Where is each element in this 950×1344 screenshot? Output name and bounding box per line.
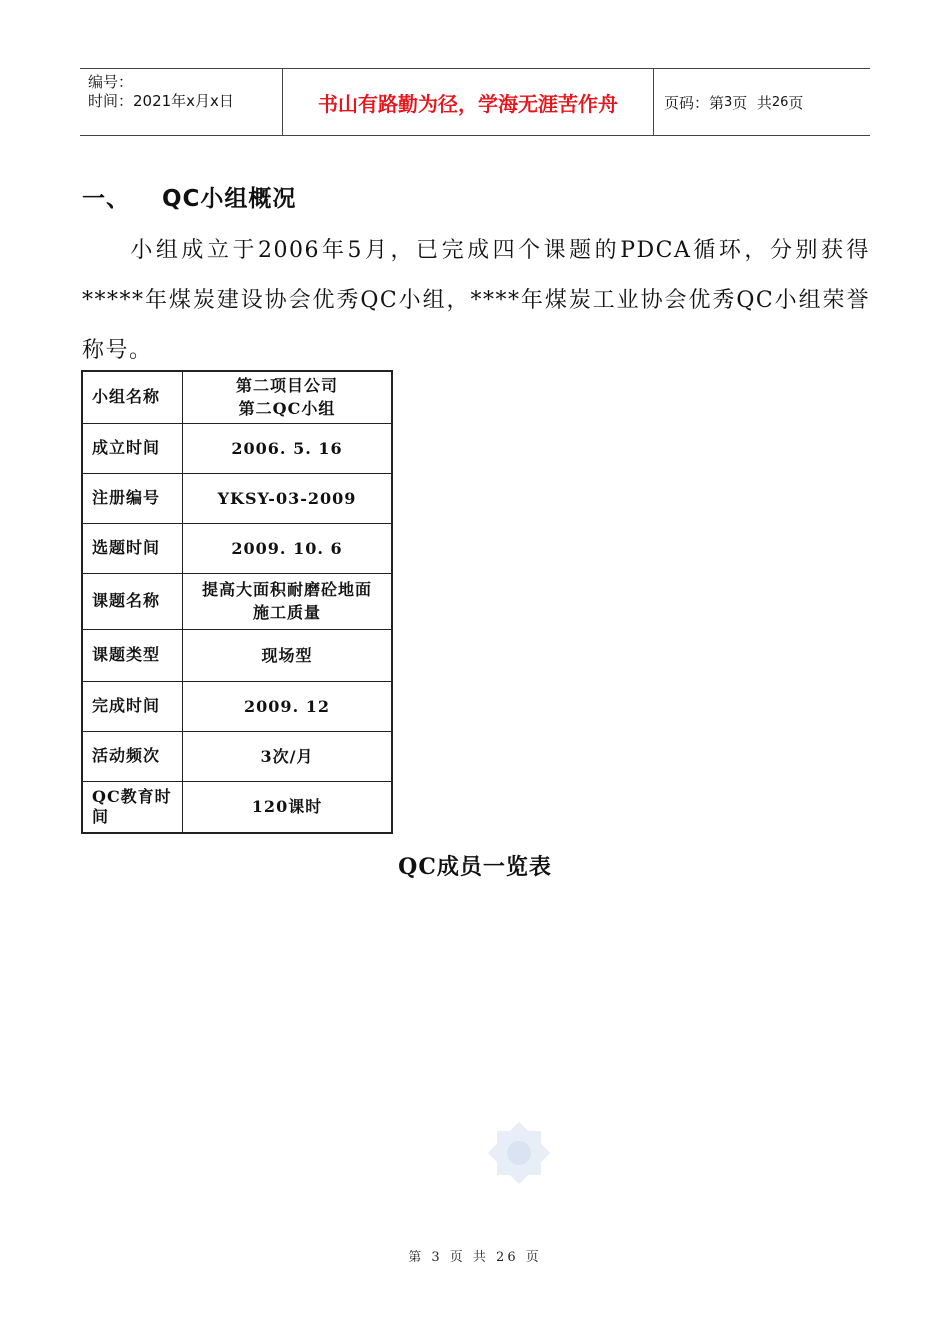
row-value-line: 120课时 <box>251 797 323 817</box>
row-key: 活动频次 <box>82 731 183 781</box>
row-key: 成立时间 <box>82 423 183 473</box>
table-row <box>82 523 392 573</box>
members-table-caption: QC成员一览表 <box>398 854 552 880</box>
row-key: 课题名称 <box>82 573 183 629</box>
row-value <box>183 371 393 423</box>
header-page-prefix: 页码：第 <box>664 93 725 112</box>
header-page-total: 26 <box>771 94 789 110</box>
header-page-info <box>654 69 870 135</box>
row-value <box>183 629 393 681</box>
row-key: 完成时间 <box>82 681 183 731</box>
watermark-logo <box>486 1120 552 1186</box>
row-value-line: 2009. 10. 6 <box>231 538 343 558</box>
header-motto: 书山有路勤为径，学海无涯苦作舟 <box>282 69 654 135</box>
table-row <box>82 371 392 423</box>
table-row <box>82 781 392 833</box>
row-key: 小组名称 <box>82 371 183 423</box>
row-value-line: 第二项目公司 <box>235 376 338 396</box>
page-footer: 第 3 页 共 26 页 <box>408 1250 542 1265</box>
qc-info-table <box>81 370 393 834</box>
table-row <box>82 681 392 731</box>
section-paragraph: 小组成立于2006年5月，已完成四个课题的PDCA循环，分别获得*****年煤炭建设协会优秀QC小组，****年煤炭工业协会优秀QC小组荣誉称号。 <box>82 238 870 363</box>
row-key: 选题时间 <box>82 523 183 573</box>
row-key: 注册编号 <box>82 473 183 523</box>
section-heading <box>82 180 296 213</box>
row-value <box>183 473 393 523</box>
section-number: 一、 <box>82 186 130 212</box>
row-value <box>183 573 393 629</box>
row-value-line: 提高大面积耐磨砼地面 <box>201 580 372 599</box>
row-value <box>183 731 393 781</box>
row-value-line: 2006. 5. 16 <box>231 438 343 458</box>
row-value <box>183 781 393 833</box>
table-row <box>82 473 392 523</box>
row-value-line: 3次/月 <box>260 746 314 766</box>
row-key: QC教育时间 <box>82 781 183 833</box>
row-value-line: 施工质量 <box>252 603 321 622</box>
table-row <box>82 573 392 629</box>
row-value-line: 第二QC小组 <box>238 399 336 419</box>
header-page-suffix: 页 <box>788 93 804 112</box>
row-value <box>183 681 393 731</box>
row-value-line: 现场型 <box>261 645 313 665</box>
header-meta <box>80 69 282 135</box>
row-value <box>183 423 393 473</box>
row-value <box>183 523 393 573</box>
page-header <box>80 68 870 136</box>
row-value-line: 2009. 12 <box>244 696 330 716</box>
table-row <box>82 731 392 781</box>
table-row <box>82 629 392 681</box>
header-page-current: 3 <box>724 94 733 110</box>
table-row <box>82 423 392 473</box>
header-date-label: 时间：2021年x月x日 <box>88 92 234 110</box>
header-page-mid: 页 共 <box>732 93 772 112</box>
section-title: QC小组概况 <box>162 186 297 212</box>
row-key: 课题类型 <box>82 629 183 681</box>
row-value-line: YKSY-03-2009 <box>217 488 357 508</box>
header-number-label: 编号： <box>88 73 134 91</box>
